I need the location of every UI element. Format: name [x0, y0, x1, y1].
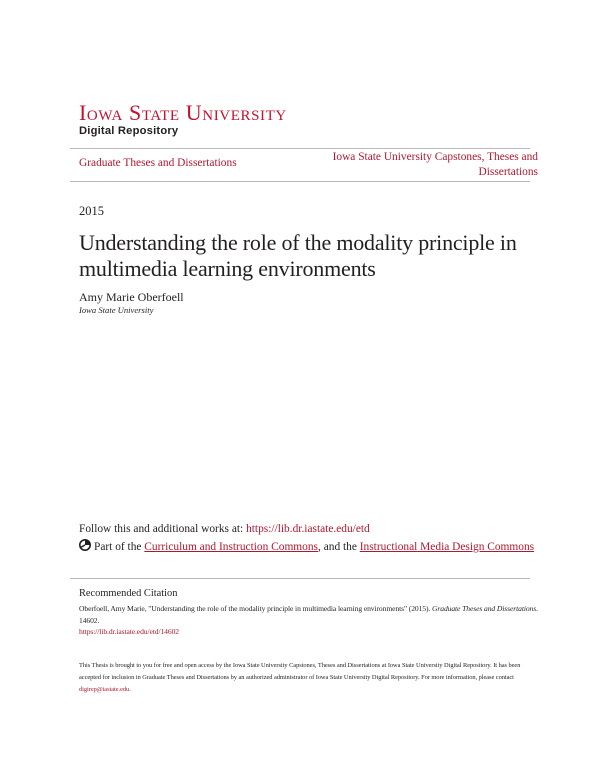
etd-url-link[interactable]: https://lib.dr.iastate.edu/etd: [246, 523, 370, 535]
capstones-theses-link[interactable]: Iowa State University Capstones, Theses and Dissertations: [332, 151, 538, 178]
citation-series: Graduate Theses and Dissertations: [432, 604, 537, 613]
curriculum-commons-link[interactable]: Curriculum and Instruction Commons: [144, 541, 318, 553]
notice-text: This Thesis is brought to you for free and open access by the Iowa State University Capstones, Theses and Dissertations at Iowa State University Digital Repository. It has been accepted for inclusion in Graduate Theses and Dissertations by an authorized administrator of Iowa State University Digital Repository. For more information, please contact: [79, 662, 521, 681]
document-title: Understanding the role of the modality principle in multimedia learning environments: [79, 230, 517, 281]
part-of-middle: , and the: [318, 541, 360, 553]
media-design-commons-link[interactable]: Instructional Media Design Commons: [359, 541, 535, 553]
top-divider: [70, 148, 530, 149]
university-logo: [79, 100, 287, 125]
repository-name: Digital Repository: [79, 125, 179, 137]
citation-url-link[interactable]: https://lib.dr.iastate.edu/etd/14602: [79, 627, 179, 636]
follow-text: Follow this and additional works at:: [79, 523, 247, 535]
follow-line: [79, 522, 370, 536]
citation-number: . 14602.: [79, 604, 538, 625]
author-institution: Iowa State University: [79, 305, 154, 315]
author-name: Amy Marie Oberfoell: [79, 290, 184, 304]
publication-year: 2015: [79, 204, 104, 218]
contact-email-link[interactable]: digirep@iastate.edu: [79, 685, 130, 693]
citation-heading: Recommended Citation: [79, 588, 178, 599]
notice-end: .: [129, 685, 131, 693]
citation-body: Oberfoell, Amy Marie, "Understanding the role of the modality principle in multimedia learning environments" (2015).: [79, 604, 433, 613]
logo-wordmark: Iowa State University: [79, 100, 287, 125]
part-of-commons: [79, 539, 549, 555]
citation-text: [79, 603, 539, 638]
repository-notice: [79, 660, 534, 695]
graduate-theses-link[interactable]: Graduate Theses and Dissertations: [79, 157, 237, 169]
open-access-icon: [79, 539, 91, 551]
part-of-prefix: Part of the: [94, 541, 145, 553]
collection-divider: [70, 181, 530, 182]
citation-divider: [70, 578, 530, 579]
